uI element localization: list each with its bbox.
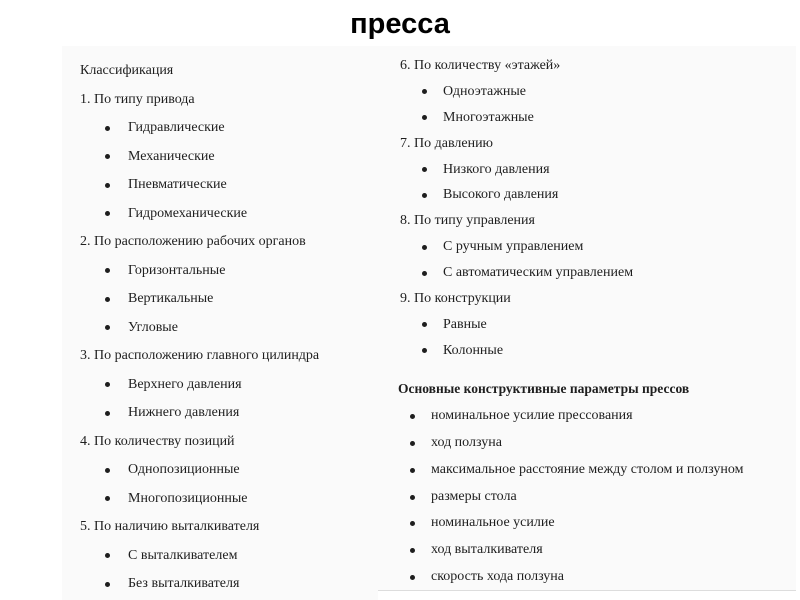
list-item bbox=[398, 457, 743, 484]
category-heading: 6. По количеству «этажей» bbox=[400, 58, 561, 73]
list-item-text: номинальное усилие прессования bbox=[431, 407, 633, 423]
list-item bbox=[398, 537, 743, 564]
list-item-text: Угловые bbox=[128, 319, 178, 335]
bullet-icon bbox=[410, 521, 415, 526]
list-item bbox=[400, 182, 633, 208]
list-item bbox=[400, 312, 633, 338]
bullet-icon bbox=[422, 271, 427, 276]
bullet-icon bbox=[105, 468, 110, 473]
list-item-text: Однопозиционные bbox=[128, 462, 240, 477]
category-heading: 3. По расположению главного цилиндра bbox=[80, 348, 320, 363]
list-item bbox=[80, 314, 319, 343]
list-item-text: Гидромеханические bbox=[128, 205, 248, 221]
list-item bbox=[398, 564, 743, 591]
list-item-text: ход ползуна bbox=[431, 434, 502, 450]
list-item-text: Колонные bbox=[443, 342, 504, 358]
bullet-icon bbox=[410, 441, 415, 446]
bullet-icon bbox=[105, 553, 110, 558]
list-item bbox=[80, 285, 319, 314]
list-item-text: размеры стола bbox=[431, 488, 517, 504]
list-item-text: Равные bbox=[443, 316, 487, 332]
list-item bbox=[398, 484, 743, 511]
bullet-icon bbox=[422, 348, 427, 353]
bullet-icon bbox=[105, 268, 110, 273]
bullet-icon bbox=[105, 382, 110, 387]
list-item-text: Многоэтажные bbox=[443, 109, 534, 125]
category-heading: 7. По давлению bbox=[400, 135, 494, 151]
list-item bbox=[80, 399, 319, 428]
list-item-text: С автоматическим управлением bbox=[443, 265, 634, 281]
list-item-text: Одноэтажные bbox=[443, 83, 527, 99]
bullet-icon bbox=[105, 325, 110, 330]
list-item-text: Высокого давления bbox=[443, 187, 559, 203]
bullet-icon bbox=[105, 126, 110, 131]
bullet-icon bbox=[422, 115, 427, 120]
bullet-icon bbox=[105, 582, 110, 587]
list-item bbox=[80, 200, 319, 229]
list-item-text: номинальное усилие bbox=[431, 515, 555, 531]
bullet-icon bbox=[105, 183, 110, 188]
list-item bbox=[400, 105, 633, 131]
list-item bbox=[80, 143, 319, 172]
list-item bbox=[80, 371, 319, 400]
category-heading: 5. По наличию выталкивателя bbox=[80, 519, 260, 534]
list-item bbox=[400, 79, 633, 105]
category-heading: 2. По расположению рабочих органов bbox=[80, 234, 306, 249]
bullet-icon bbox=[410, 575, 415, 580]
list-item bbox=[398, 510, 743, 537]
list-item-text: Верхнего давления bbox=[128, 376, 242, 392]
category-heading: 9. По конструкции bbox=[400, 291, 511, 307]
list-item bbox=[80, 114, 319, 143]
list-item bbox=[80, 485, 319, 514]
classification-heading: Классификация bbox=[80, 63, 174, 78]
list-item-text: Вертикальные bbox=[128, 291, 214, 306]
list-item bbox=[80, 171, 319, 200]
bullet-icon bbox=[410, 414, 415, 419]
category-heading: 1. По типу привода bbox=[80, 91, 195, 107]
list-item-text: Нижнего давления bbox=[128, 405, 240, 420]
category-heading: 4. По количеству позиций bbox=[80, 433, 235, 449]
list-item bbox=[400, 338, 633, 364]
bullet-icon bbox=[422, 193, 427, 198]
bullet-icon bbox=[410, 548, 415, 553]
list-item bbox=[80, 542, 319, 571]
press-parameters-section bbox=[398, 376, 743, 591]
list-item bbox=[400, 234, 633, 260]
list-item-text: скорость хода ползуна bbox=[431, 569, 565, 585]
list-item-text: С выталкивателем bbox=[128, 547, 238, 563]
list-item-text: С ручным управлением bbox=[443, 239, 584, 255]
category-heading: 8. По типу управления bbox=[400, 213, 535, 229]
list-item bbox=[400, 260, 633, 286]
bullet-icon bbox=[410, 495, 415, 500]
list-item-text: Без выталкивателя bbox=[128, 576, 240, 591]
list-item bbox=[398, 403, 743, 430]
list-item-text: Гидравлические bbox=[128, 120, 225, 135]
list-item-text: Многопозиционные bbox=[128, 490, 248, 506]
parameters-heading: Основные конструктивные параметры прессов bbox=[398, 381, 690, 396]
list-item-text: Пневматические bbox=[128, 177, 227, 192]
list-item bbox=[80, 456, 319, 485]
bullet-icon bbox=[422, 245, 427, 250]
bullet-icon bbox=[105, 211, 110, 216]
list-item bbox=[398, 430, 743, 457]
list-item bbox=[400, 157, 633, 183]
classification-left-column bbox=[80, 57, 319, 599]
bullet-icon bbox=[422, 167, 427, 172]
slide-title: пресса bbox=[350, 8, 450, 40]
bullet-icon bbox=[422, 89, 427, 94]
list-item-text: Горизонтальные bbox=[128, 262, 226, 278]
bullet-icon bbox=[410, 468, 415, 473]
list-item-text: Механические bbox=[128, 148, 215, 164]
list-item-text: максимальное расстояние между столом и ползуном bbox=[431, 461, 744, 477]
list-item bbox=[80, 257, 319, 286]
list-item bbox=[80, 570, 319, 599]
bullet-icon bbox=[105, 297, 110, 302]
classification-right-column bbox=[400, 53, 633, 364]
bullet-icon bbox=[105, 154, 110, 159]
bullet-icon bbox=[422, 322, 427, 327]
list-item-text: ход выталкивателя bbox=[431, 542, 543, 558]
bullet-icon bbox=[105, 496, 110, 501]
list-item-text: Низкого давления bbox=[443, 161, 550, 177]
bullet-icon bbox=[105, 411, 110, 416]
